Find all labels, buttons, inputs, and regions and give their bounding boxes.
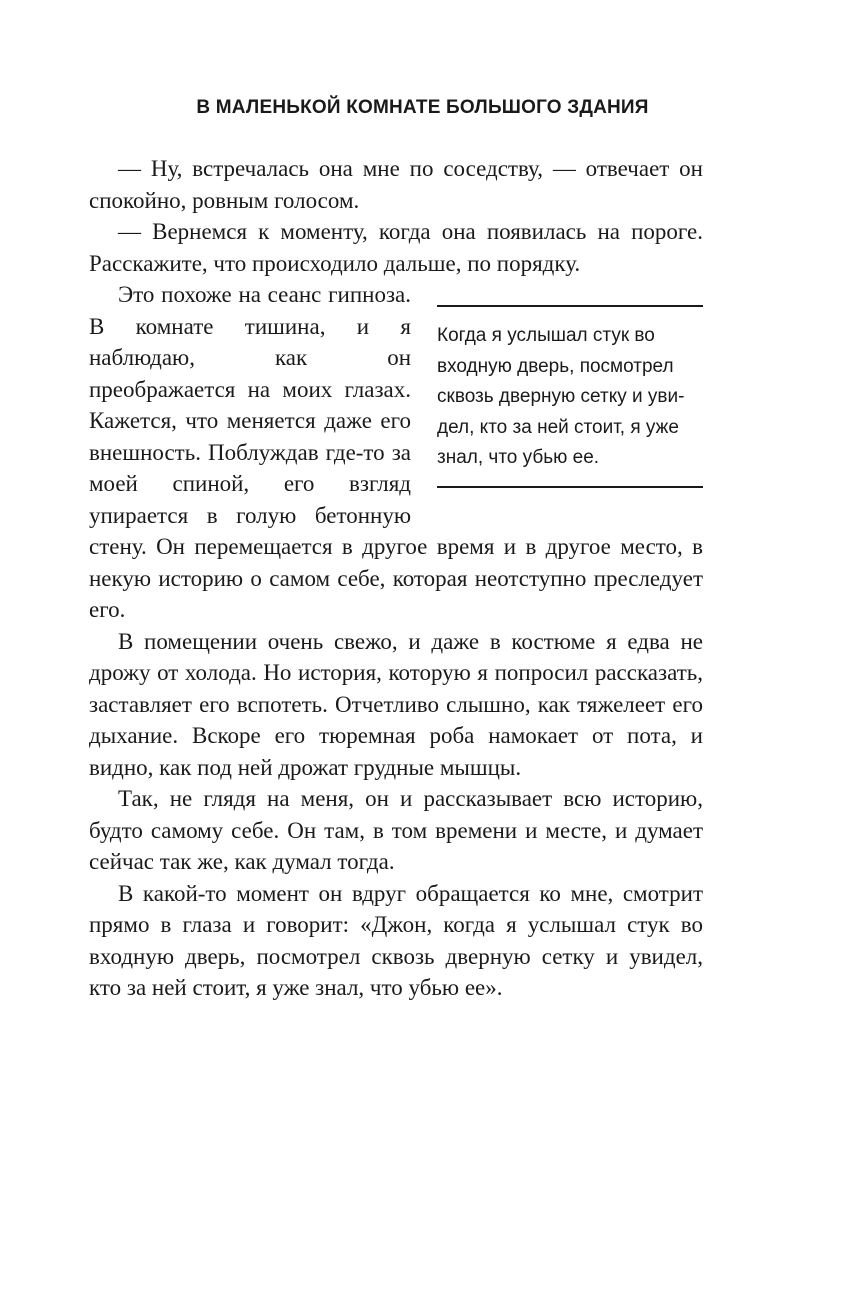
body-text — [89, 153, 703, 1004]
pull-quote-text: Когда я услышал стук во входную дверь, посмотрел сквозь дверную сетку и увидел, кто за ней стоит, я уже знал, что убью ее. — [437, 325, 685, 468]
paragraph-5: Так, не глядя на меня, он и рассказывает всю историю, будто самому себе. Он там, в том времени и месте, и думает сейчас так же, как думал тогда. — [89, 786, 703, 874]
paragraph-1: — Ну, встречалась она мне по соседству, — отвечает он спокойно, ровным голосом. — [89, 156, 703, 213]
paragraph-4: В помещении очень свежо, и даже в костюме я едва не дрожу от холода. Но история, которую я попросил рассказать, заставляет его вспотеть. Отчетливо слышно, как тяжелеет его дыхание. Вскоре его тюремная роба намокает от пота, и видно, как под ней дрожат грудные мышцы. — [89, 628, 703, 780]
pull-quote — [437, 305, 703, 488]
running-header-title: В МАЛЕНЬКОЙ КОМНАТЕ БОЛЬШОГО ЗДАНИЯ — [196, 97, 649, 118]
paragraph-2: — Вернемся к моменту, когда она появилась на пороге. Расскажите, что происходило дальше, по порядку. — [89, 219, 703, 276]
paragraph-3-text: Это похоже на сеанс гипноза. В комнате тишина, и я наблюдаю, как он преображается на моих глазах. Кажется, что меняется даже его внешность. Поблуждав где-то за моей спиной, его взгляд упирается в голую бетонную стену. Он перемещается в другое время и в другое место, в некую историю о самом себе, которая неотступно преследует его. — [89, 282, 703, 622]
paragraph-3-with-quote — [89, 279, 703, 626]
paragraph-6: В какой-то момент он вдруг обращается ко мне, смотрит прямо в глаза и говорит: «Джон, когда я услышал стук во входную дверь, посмотрел сквозь дверную сетку и увидел, кто за ней стоит, я уже знал, что убью ее». — [89, 880, 703, 1000]
